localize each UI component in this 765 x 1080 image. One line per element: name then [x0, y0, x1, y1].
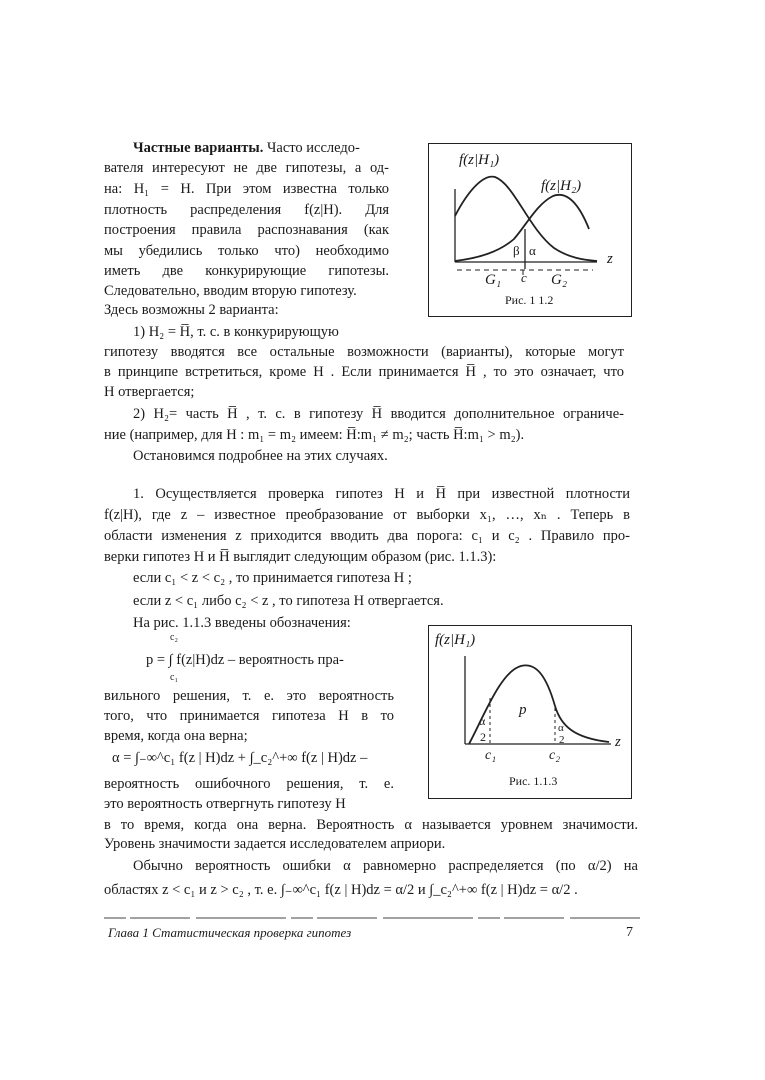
fig112-g2: G₂	[551, 272, 568, 288]
fig113-alpha-right: α	[558, 722, 564, 734]
figure-1-1-3	[428, 625, 632, 799]
variant1-line-3: H отвергается;	[104, 384, 195, 400]
usual-line: Обычно вероятность ошибки α равномерно распределяется (по α/2) на	[133, 858, 638, 874]
page-number: 7	[626, 925, 633, 940]
case1-line-2: области изменения z приходится вводить два порога: c₁ и c₂ . Правило про-	[104, 528, 630, 544]
p-upper-limit: c₂	[170, 632, 178, 643]
rule-1: если c₁ < z < c₂ , то принимается гипотеза H ;	[133, 570, 412, 586]
fig113-p: p	[519, 702, 527, 718]
intro-line-4: построения правила распознавания (как	[104, 222, 389, 238]
p-lower-limit: c₁	[170, 672, 178, 683]
fig113-label-h1: f(z|H₁)	[435, 632, 476, 648]
figure-1-1-2	[428, 143, 632, 317]
fig112-label-h1: f(z|H₁)	[459, 152, 500, 168]
intro-line-7: Следовательно, вводим вторую гипотезу.	[104, 283, 357, 299]
alpha-desc-1: это вероятность отвергнуть гипотезу H	[104, 796, 346, 812]
p-desc-1: того, что принимается гипотеза H в то	[104, 708, 394, 724]
intro-line-8: Здесь возможны 2 варианта:	[104, 302, 279, 318]
variant2-line-0: 2) H₂= часть H̅ , т. с. в гипотезу H̅ вводится дополнительное ограниче-	[133, 406, 624, 422]
intro-line-5: мы убедились только что) необходимо	[104, 243, 389, 259]
p-formula: p = ∫ f(z|H)dz – вероятность пра-	[146, 652, 344, 668]
variant1-line-0: 1) H₂ = H̅, т. с. в конкурирующую	[133, 324, 339, 340]
curve-h2	[455, 195, 589, 261]
rule-2: если z < c₁ либо c₂ < z , то гипотеза H отвергается.	[133, 593, 444, 609]
variant2-line-1: ние (например, для H : m₁ = m₂ имеем: H̅:m₁ ≠ m₂; часть H̅:m₁ > m₂).	[104, 427, 525, 443]
fig112-z: z	[607, 251, 613, 267]
intro-line-1: вателя интересуют не две гипотезы, а од-	[104, 160, 389, 176]
p-desc-2: время, когда она верна;	[104, 728, 248, 744]
heading: Частные варианты.	[133, 140, 264, 156]
footer-rule	[104, 916, 640, 920]
fig113-z: z	[615, 734, 621, 750]
fig112-alpha: α	[529, 243, 536, 258]
fig112-g1: G₁	[485, 272, 502, 288]
figure-1-1-3-plot	[429, 626, 631, 798]
fig112-caption: Рис. 1 1.2	[505, 293, 554, 307]
intro-line-3: плотность распределения f(z|H). Для	[104, 202, 389, 218]
fig113-c1: c₁	[485, 748, 497, 763]
case1-line-0: 1. Осуществляется проверка гипотез H и H̅ при известной плотности	[133, 486, 630, 502]
case1-line-3: верки гипотез H и H̅ выглядит следующим образом (рис. 1.1.3):	[104, 549, 497, 565]
intro-text-0: Часто исследо-	[266, 140, 360, 156]
tail-line-0: в то время, когда она верна. Вероятность α называется уровнем значимости.	[104, 817, 638, 833]
variant1-line-2: в принципе встретиться, кроме H . Если принимается H̅ , то это означает, что	[104, 364, 624, 380]
intro-line-6: иметь две конкурирующие гипотезы.	[104, 263, 389, 279]
case1-line-1: f(z|H), где z – известное преобразование от выборки x₁, …, xₙ . Теперь в	[104, 507, 630, 523]
variant1-line-1: гипотезу вводятся все остальные возможности (варианты), которые могут	[104, 344, 624, 360]
notation-line: На рис. 1.1.3 введены обозначения:	[133, 615, 351, 631]
fig113-caption: Рис. 1.1.3	[509, 774, 558, 788]
tail-line-1: Уровень значимости задается исследователем априори.	[104, 836, 446, 852]
chapter-footer: Глава 1 Статистическая проверка гипотез	[108, 925, 352, 940]
fig113-two-right: 2	[559, 734, 565, 746]
fig113-alpha-left: α	[479, 714, 486, 728]
p-desc-0: вильного решения, т. е. это вероятность	[104, 688, 394, 704]
intro-line-0	[133, 138, 360, 159]
figure-1-1-2-plot	[429, 144, 631, 316]
fig112-c: c	[521, 270, 527, 285]
stop-line: Остановимся подробнее на этих случаях.	[133, 448, 388, 464]
alpha-desc-0: вероятность ошибочного решения, т. е.	[104, 776, 394, 792]
fig113-two-left: 2	[480, 730, 486, 744]
fig112-label-h2: f(z|H₂)	[541, 178, 582, 194]
fig113-c2: c₂	[549, 748, 561, 763]
last-line: областях z < c₁ и z > c₂ , т. е. ∫₋∞^c₁ f(z | H)dz = α/2 и ∫_c₂^+∞ f(z | H)dz = α/2 .	[104, 882, 578, 898]
fig112-beta: β	[513, 243, 520, 258]
alpha-formula: α = ∫₋∞^c₁ f(z | H)dz + ∫_c₂^+∞ f(z | H)dz –	[112, 750, 368, 766]
intro-line-2: на: H₁ = H. При этом известна только	[104, 181, 389, 197]
